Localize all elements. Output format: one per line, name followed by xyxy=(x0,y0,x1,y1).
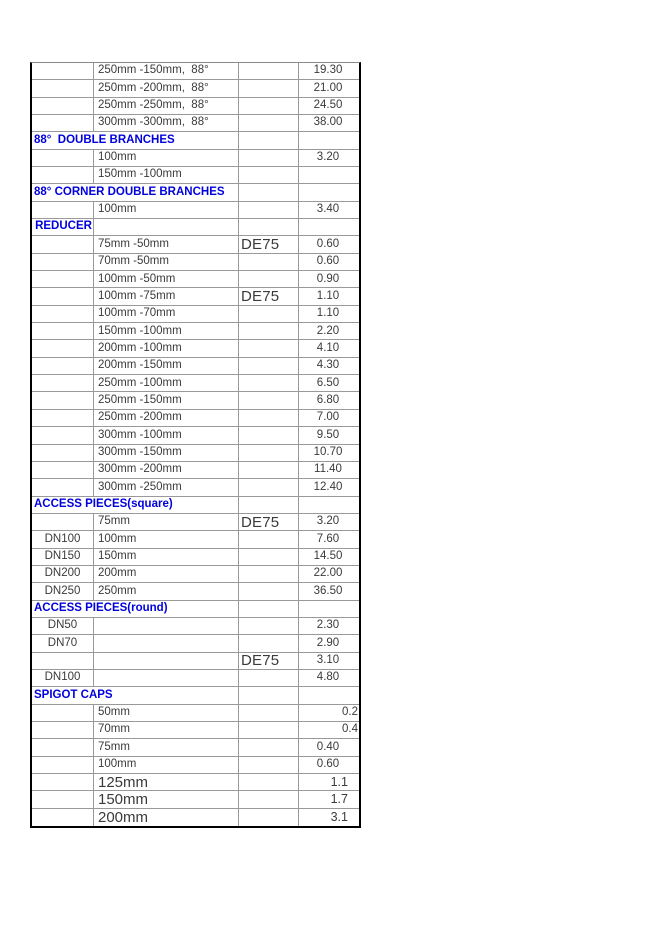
cell-dn-code: DN100 xyxy=(32,670,94,687)
cell-size: 150mm xyxy=(94,791,239,808)
cell-price xyxy=(299,219,359,236)
cell-size xyxy=(94,219,239,236)
cell-size: 125mm xyxy=(94,774,239,791)
cell-price: 36.50 xyxy=(299,583,359,600)
cell-pipe-type xyxy=(239,687,299,704)
cell-pipe-type xyxy=(239,254,299,271)
cell-size: 250mm -200mm xyxy=(94,410,239,427)
cell-price: 0.60 xyxy=(299,757,359,774)
cell-size: 100mm xyxy=(94,150,239,167)
cell-pipe-type xyxy=(239,184,299,201)
cell-dn-code xyxy=(32,98,94,115)
cell-dn-code xyxy=(32,791,94,808)
cell-size: 50mm xyxy=(94,705,239,722)
cell-dn-code xyxy=(32,392,94,409)
cell-price xyxy=(299,132,359,149)
cell-price: 12.40 xyxy=(299,479,359,496)
cell-pipe-type xyxy=(239,98,299,115)
cell-dn-code xyxy=(32,809,94,826)
cell-dn-code xyxy=(32,288,94,305)
section-header: REDUCER xyxy=(32,219,94,236)
cell-dn-code xyxy=(32,757,94,774)
cell-pipe-type xyxy=(239,791,299,808)
cell-size: 150mm -100mm xyxy=(94,323,239,340)
cell-pipe-type xyxy=(239,670,299,687)
cell-pipe-type xyxy=(239,445,299,462)
cell-pipe-type xyxy=(239,549,299,566)
cell-dn-code: DN200 xyxy=(32,566,94,583)
cell-price: 0.60 xyxy=(299,254,359,271)
cell-dn-code xyxy=(32,115,94,132)
cell-pipe-type xyxy=(239,323,299,340)
cell-price: 3.10 xyxy=(299,653,359,670)
cell-dn-code xyxy=(32,167,94,184)
cell-dn-code xyxy=(32,340,94,357)
cell-price xyxy=(299,184,359,201)
cell-dn-code xyxy=(32,739,94,756)
cell-price: 22.00 xyxy=(299,566,359,583)
cell-pipe-type xyxy=(239,115,299,132)
cell-pipe-type xyxy=(239,427,299,444)
cell-size: 250mm -150mm xyxy=(94,392,239,409)
cell-pipe-type xyxy=(239,271,299,288)
cell-pipe-type xyxy=(239,722,299,739)
cell-price: 0.60 xyxy=(299,236,359,253)
cell-size: 100mm xyxy=(94,202,239,219)
cell-price xyxy=(299,601,359,618)
cell-price: 0.2 xyxy=(299,705,359,722)
cell-pipe-type xyxy=(239,306,299,323)
cell-pipe-type xyxy=(239,705,299,722)
cell-dn-code xyxy=(32,462,94,479)
cell-pipe-type xyxy=(239,462,299,479)
cell-price xyxy=(299,687,359,704)
cell-dn-code: DN100 xyxy=(32,531,94,548)
cell-price: 6.80 xyxy=(299,392,359,409)
cell-size: 100mm xyxy=(94,531,239,548)
cell-price: 4.30 xyxy=(299,358,359,375)
cell-pipe-type xyxy=(239,809,299,826)
cell-size: 300mm -100mm xyxy=(94,427,239,444)
cell-price: 19.30 xyxy=(299,63,359,80)
cell-size xyxy=(94,618,239,635)
cell-pipe-type xyxy=(239,80,299,97)
cell-pipe-type xyxy=(239,635,299,652)
cell-pipe-type xyxy=(239,739,299,756)
cell-pipe-type: DE75 xyxy=(239,288,299,305)
cell-dn-code xyxy=(32,774,94,791)
cell-pipe-type xyxy=(239,531,299,548)
cell-pipe-type xyxy=(239,497,299,514)
cell-price: 2.30 xyxy=(299,618,359,635)
cell-pipe-type xyxy=(239,618,299,635)
cell-price: 38.00 xyxy=(299,115,359,132)
cell-dn-code xyxy=(32,306,94,323)
cell-pipe-type: DE75 xyxy=(239,236,299,253)
cell-pipe-type xyxy=(239,340,299,357)
cell-price: 7.00 xyxy=(299,410,359,427)
cell-dn-code xyxy=(32,375,94,392)
cell-dn-code xyxy=(32,514,94,531)
cell-price: 14.50 xyxy=(299,549,359,566)
cell-pipe-type: DE75 xyxy=(239,653,299,670)
cell-price: 0.4 xyxy=(299,722,359,739)
cell-pipe-type xyxy=(239,583,299,600)
cell-size: 75mm xyxy=(94,739,239,756)
cell-size: 70mm -50mm xyxy=(94,254,239,271)
cell-dn-code: DN250 xyxy=(32,583,94,600)
cell-price: 1.10 xyxy=(299,288,359,305)
section-header: 88° CORNER DOUBLE BRANCHES xyxy=(32,184,239,201)
section-header: ACCESS PIECES(square) xyxy=(32,497,239,514)
cell-price: 11.40 xyxy=(299,462,359,479)
section-header: ACCESS PIECES(round) xyxy=(32,601,239,618)
cell-price: 2.20 xyxy=(299,323,359,340)
cell-size: 150mm xyxy=(94,549,239,566)
cell-dn-code xyxy=(32,271,94,288)
cell-size: 250mm xyxy=(94,583,239,600)
cell-size: 300mm -150mm xyxy=(94,445,239,462)
cell-price: 4.80 xyxy=(299,670,359,687)
cell-price: 3.20 xyxy=(299,150,359,167)
cell-dn-code: DN70 xyxy=(32,635,94,652)
cell-pipe-type xyxy=(239,479,299,496)
cell-pipe-type xyxy=(239,132,299,149)
cell-dn-code xyxy=(32,653,94,670)
cell-size xyxy=(94,670,239,687)
cell-pipe-type xyxy=(239,63,299,80)
cell-size xyxy=(94,635,239,652)
cell-pipe-type xyxy=(239,202,299,219)
cell-price: 21.00 xyxy=(299,80,359,97)
cell-price: 10.70 xyxy=(299,445,359,462)
cell-dn-code: DN150 xyxy=(32,549,94,566)
cell-price: 6.50 xyxy=(299,375,359,392)
cell-dn-code xyxy=(32,427,94,444)
section-header: 88° DOUBLE BRANCHES xyxy=(32,132,239,149)
price-table xyxy=(30,62,361,828)
cell-price: 1.7 xyxy=(299,791,359,808)
cell-dn-code xyxy=(32,254,94,271)
cell-dn-code: DN50 xyxy=(32,618,94,635)
cell-pipe-type xyxy=(239,392,299,409)
cell-dn-code xyxy=(32,236,94,253)
cell-pipe-type xyxy=(239,757,299,774)
cell-pipe-type xyxy=(239,774,299,791)
cell-pipe-type xyxy=(239,410,299,427)
cell-dn-code xyxy=(32,202,94,219)
cell-price: 3.20 xyxy=(299,514,359,531)
cell-size: 250mm -250mm, 88° xyxy=(94,98,239,115)
cell-size: 75mm xyxy=(94,514,239,531)
cell-price xyxy=(299,167,359,184)
cell-dn-code xyxy=(32,358,94,375)
cell-price: 3.40 xyxy=(299,202,359,219)
cell-size: 100mm -75mm xyxy=(94,288,239,305)
cell-price: 2.90 xyxy=(299,635,359,652)
cell-size: 200mm -100mm xyxy=(94,340,239,357)
cell-price: 1.1 xyxy=(299,774,359,791)
cell-size: 250mm -100mm xyxy=(94,375,239,392)
cell-dn-code xyxy=(32,63,94,80)
cell-pipe-type xyxy=(239,219,299,236)
cell-pipe-type xyxy=(239,150,299,167)
cell-price: 1.10 xyxy=(299,306,359,323)
cell-price: 4.10 xyxy=(299,340,359,357)
section-header: SPIGOT CAPS xyxy=(32,687,239,704)
cell-price: 9.50 xyxy=(299,427,359,444)
cell-price: 0.90 xyxy=(299,271,359,288)
cell-pipe-type xyxy=(239,601,299,618)
cell-dn-code xyxy=(32,323,94,340)
cell-pipe-type xyxy=(239,167,299,184)
cell-pipe-type: DE75 xyxy=(239,514,299,531)
cell-size xyxy=(94,653,239,670)
cell-size: 300mm -300mm, 88° xyxy=(94,115,239,132)
cell-pipe-type xyxy=(239,566,299,583)
cell-pipe-type xyxy=(239,358,299,375)
cell-size: 300mm -250mm xyxy=(94,479,239,496)
cell-size: 250mm -200mm, 88° xyxy=(94,80,239,97)
cell-dn-code xyxy=(32,80,94,97)
cell-size: 75mm -50mm xyxy=(94,236,239,253)
cell-dn-code xyxy=(32,445,94,462)
cell-size: 200mm xyxy=(94,809,239,826)
cell-dn-code xyxy=(32,479,94,496)
cell-price: 0.40 xyxy=(299,739,359,756)
cell-dn-code xyxy=(32,410,94,427)
cell-price: 7.60 xyxy=(299,531,359,548)
cell-size: 100mm -70mm xyxy=(94,306,239,323)
cell-dn-code xyxy=(32,705,94,722)
cell-dn-code xyxy=(32,722,94,739)
cell-size: 200mm -150mm xyxy=(94,358,239,375)
cell-size: 300mm -200mm xyxy=(94,462,239,479)
cell-price xyxy=(299,497,359,514)
cell-size: 100mm -50mm xyxy=(94,271,239,288)
cell-size: 150mm -100mm xyxy=(94,167,239,184)
cell-dn-code xyxy=(32,150,94,167)
cell-size: 100mm xyxy=(94,757,239,774)
cell-size: 200mm xyxy=(94,566,239,583)
cell-price: 24.50 xyxy=(299,98,359,115)
cell-price: 3.1 xyxy=(330,810,348,825)
cell-size: 250mm -150mm, 88° xyxy=(94,63,239,80)
cell-size: 70mm xyxy=(94,722,239,739)
cell-pipe-type xyxy=(239,375,299,392)
